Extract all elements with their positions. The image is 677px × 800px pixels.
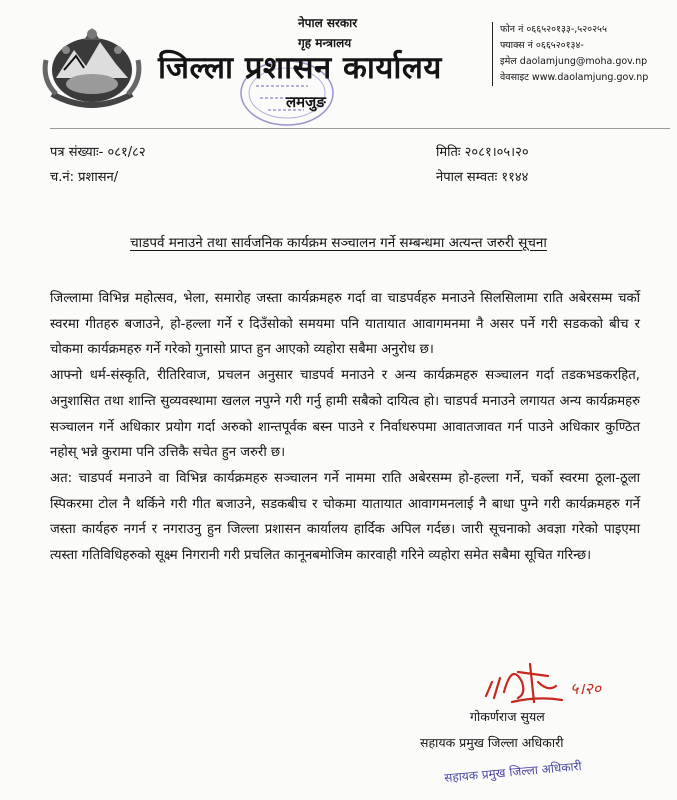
body-paragraph-3: अत: चाडपर्व मनाउने वा विभिन्न कार्यक्रमहरु सञ्चालन गर्ने नाममा राति अबेरसम्म हो-हल्ला गर्ने, चर्को स्वरमा ठूला-ठूला स्पिकरमा टोल नै थर्किने गरी गीत बजाउने, सडकबीच र चोकमा यातायात आवागमनलाई नै बाधा पुग्ने गरी कार्यक्रमहरु गर्ने जस्ता कार्यहरु नगर्न र नगराउनु हुन जिल्ला प्रशासन कार्यालय हार्दिक अपिल गर्दछ। जारी सूचनाको अवज्ञा गरेको पाइएमा त्यस्ता गतिविधिहरुको सूक्ष्म निगरानी गरी प्रचलित कानूनबमोजिम कारवाही गरिने व्यहोरा समेत सबैमा सूचित गरिन्छ। [50,470,640,564]
district-label: लमजुङ [286,93,326,111]
signer-title: सहायक प्रमुख जिल्ला अधिकारी [420,735,564,750]
ministry-label: गृह मन्त्रालय [298,36,352,50]
body-paragraph-2: आफ्नो धर्म-संस्कृति, रीतिरिवाज, प्रचलन अनुसार चाडपर्व मनाउने र अन्य कार्यक्रमहरु सञ्चालन गर्दा तडकभडकरहित, अनुशासित तथा शान्ति सुव्यवस्थामा खलल नपुग्ने गरी गर्नु हामी सबैको दायित्व हो। चाडपर्व मनाउने लगायत अन्य कार्यक्रमहरु सञ्चालन गर्ने अधिकार प्रयोग गर्दा अरुको शान्तपूर्वक बस्न पाउने र निर्वाधरुपमा आवातजावत गर्न पाउने अधिकार कुण्ठित नहोस् भन्ने कुरामा पनि उत्तिकै सचेत हुन जरुरी छ। [50,368,640,461]
email-line[interactable]: इमेल daolamjung@moha.gov.np [500,56,648,67]
nepal-emblem-logo [42,20,142,112]
letter-number: पत्र संख्याः- ०८१/८२ [50,145,146,160]
subject-heading [0,233,677,251]
header-divider [50,128,670,129]
fax-line: फ्याक्स नं ०६६५२०१३४- [500,40,584,51]
office-title: जिल्ला प्रशासन कार्यालय [158,50,442,86]
phone-line: फोन नं ०६६५२०१३३-,५२०२५५ [500,24,607,35]
body-paragraph-1: जिल्लामा विभिन्न महोत्सव, भेला, समारोह जस्ता कार्यक्रमहरु गर्दा वा चाडपर्वहरु मनाउने सिलसिलामा राति अबेरसम्म चर्को स्वरमा गीतहरु बजाउने, हो-हल्ला गर्ने र दिउँसोको समयमा पनि यातायात आवागमनमा नै असर पर्ने गरी सडकको बीच र चोकमा कार्यक्रमहरु गर्ने गरेको गुनासो प्राप्त हुन आएको व्यहोरा सबैमा अनुरोध छ। [50,291,640,358]
contact-info [492,22,677,86]
notice-body [50,286,640,569]
website-line[interactable]: वेवसाइट www.daolamjung.gov.np [500,72,649,83]
subject-text: चाडपर्व मनाउने तथा सार्वजनिक कार्यक्रम सञ्चालन गर्ने सम्बन्धमा अत्यन्त जरुरी सूचना [130,235,547,251]
government-label: नेपाल सरकार [298,16,358,30]
signature [478,652,628,712]
nepal-era: नेपाल सम्वतः ११४४ [436,170,529,185]
signer-name: गोकर्णराज सुयल [470,709,545,724]
dispatch-number: च.नं: प्रशासन/ [50,170,119,185]
handwritten-date: ५।२० [570,679,602,698]
letter-date: मितिः २०८१।०५।२० [436,145,529,160]
designation-stamp: सहायक प्रमुख जिल्ला अधिकारी [443,759,583,785]
